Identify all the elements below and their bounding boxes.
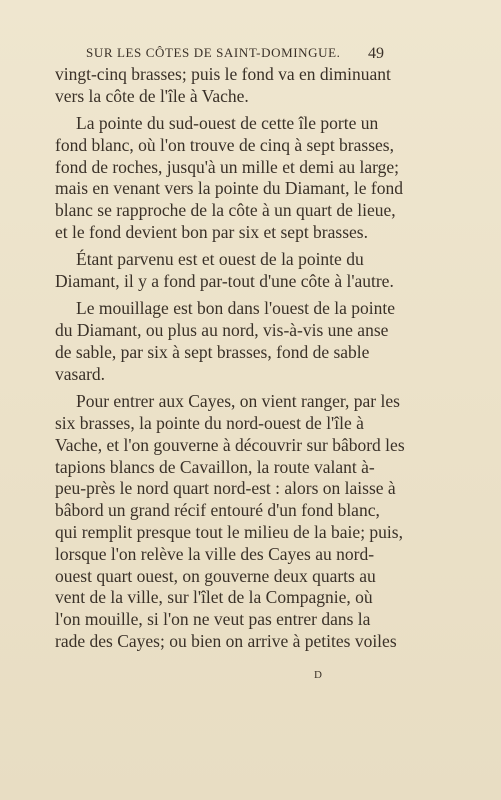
text-line: du Diamant, ou plus au nord, vis-à-vis une anse [55,320,389,341]
text-line: Le mouillage est bon dans l'ouest de la pointe [76,298,396,319]
running-head: SUR LES CÔTES DE SAINT-DOMINGUE. [86,45,341,60]
text-line: fond de roches, jusqu'à un mille et demi au large; [55,156,399,177]
text-line: La pointe du sud-ouest de cette île porte un [76,113,379,134]
text-line: ouest quart ouest, on gouverne deux quarts au [55,565,376,586]
text-line: fond blanc, où l'on trouve de cinq à sept brasses, [55,134,394,155]
signature-mark: D [314,669,323,681]
text-line: de sable, par six à sept brasses, fond de sable [55,342,370,363]
text-line: blanc se rapproche de la côte à un quart de lieue, [55,200,396,221]
text-line: et le fond devient bon par six et sept brasses. [55,222,368,243]
text-line: Diamant, il y a fond par-tout d'une côte à l'autre. [55,271,394,292]
text-line: qui remplit presque tout le milieu de la baie; puis, [55,521,403,542]
text-line: bâbord un grand récif entouré d'un fond blanc, [55,500,380,521]
text-line: lorsque l'on relève la ville des Cayes au nord- [55,543,375,564]
text-line: tapions blancs de Cavaillon, la route valant à- [55,456,375,477]
text-line: vasard. [55,363,106,384]
text-line: Étant parvenu est et ouest de la pointe du [76,249,364,270]
text-line: vingt-cinq brasses; puis le fond va en diminuant [55,64,391,84]
text-line: Pour entrer aux Cayes, on vient ranger, par les [76,391,400,412]
text-line: l'on mouille, si l'on ne veut pas entrer dans la [55,609,371,630]
text-line: vers la côte de l'île à Vache. [55,85,249,106]
text-line: Vache, et l'on gouverne à découvrir sur bâbord les [55,434,405,455]
text-line: peu-près le nord quart nord-est : alors on laisse à [55,478,396,499]
text-line: vent de la ville, sur l'îlet de la Compagnie, où [55,587,373,608]
body-text [55,64,405,653]
page-number: 49 [368,45,384,62]
text-line: six brasses, la pointe du nord-ouest de l'île à [55,412,364,433]
text-line: rade des Cayes; ou bien on arrive à petites voiles [55,630,397,651]
text-line: mais en venant vers la pointe du Diamant, le fond [55,178,403,199]
